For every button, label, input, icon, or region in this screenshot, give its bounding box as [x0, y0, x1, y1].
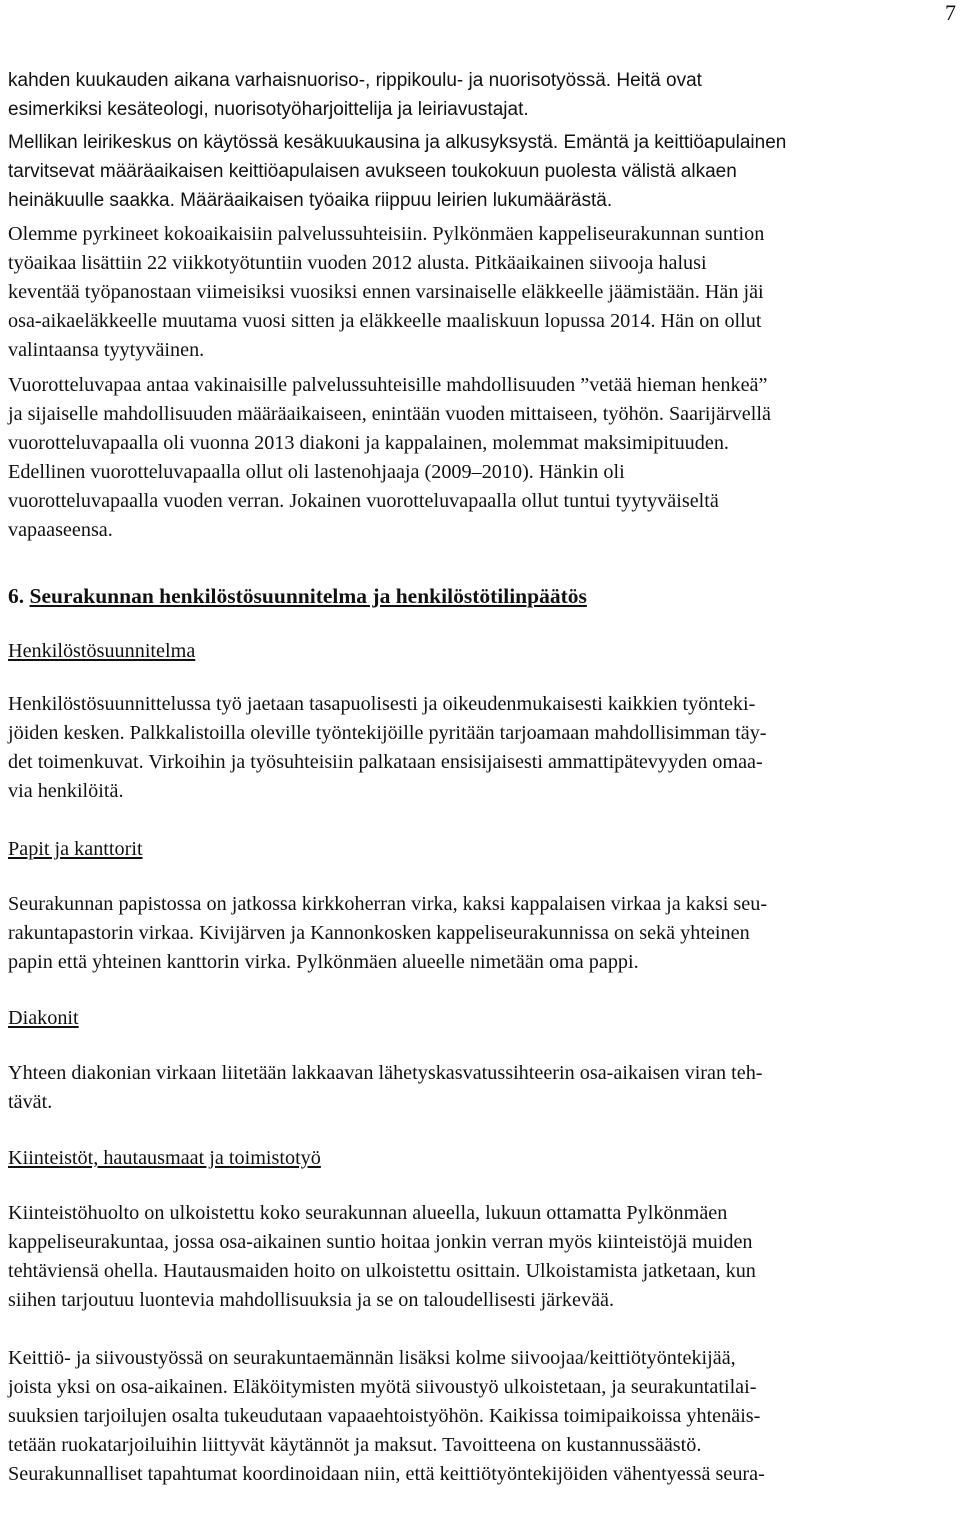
page-number: 7: [945, 0, 956, 25]
paragraph-papit-ja-kanttorit: Seurakunnan papistossa on jatkossa kirkkoherran virka, kaksi kappalaisen virkaa ja kaksi seu- rakuntapastorin virkaa. Kivijärven ja Kannonkosken kappeliseurakunnissa on sekä yhteinen papin että yhteinen kanttorin virka. Pylkönmäen alueelle nimetään oma pappi.: [8, 893, 768, 973]
subheading-diakonit: Diakonit: [8, 1007, 79, 1029]
section-title: Seurakunnan henkilöstösuunnitelma ja henkilöstötilinpäätös: [29, 584, 587, 608]
page-content: [8, 66, 954, 1489]
paragraph-diakonit: Yhteen diakonian virkaan liitetään lakkaavan lähetyskasvatussihteerin osa-aikaisen viran teh- tävät.: [8, 1062, 763, 1113]
paragraph-keittio-ja-siivous: Keittiö- ja siivoustyössä on seurakuntaemännän lisäksi kolme siivoojaa/keittiötyöntekijää, joista yksi on osa-aikainen. Eläköitymisten myötä siivoustyö ulkoistetaan, ja seurakuntatilai- suuksien tarjoilujen osalta tukeudutaan vapaaehtoistyöhön. Kaikissa toimipaikoissa yhtenäis- tetään ruokatarjoiluihin liittyvät käytännöt ja maksut. Tavoitteena on kustannussäästö. Seurakunnalliset tapahtumat koordinoidaan niin, että keittiötyöntekijöiden vähentyessä seura-: [8, 1347, 765, 1485]
paragraph-henkilostosuunnitelma: Henkilöstösuunnittelussa työ jaetaan tasapuolisesti ja oikeudenmukaisesti kaikkien työnteki- jöiden kesken. Palkkalistoilla oleville työntekijöille pyritään tarjoamaan mahdollisimman täy- det toimenkuvat. Virkoihin ja työsuhteisiin palkataan ensisijaisesti ammattipätevyyden omaa- via henkilöitä.: [8, 693, 767, 802]
paragraph-intro: kahden kuukauden aikana varhaisnuoriso-, rippikoulu- ja nuorisotyössä. Heitä ovat esimerkiksi kesäteologi, nuorisotyöharjoittelija ja leiriavustajat.: [8, 70, 702, 120]
subheading-papit-ja-kanttorit: Papit ja kanttorit: [8, 838, 143, 860]
subheading-henkilostosuunnitelma: Henkilöstösuunnitelma: [8, 640, 196, 662]
subheading-kiinteistot: Kiinteistöt, hautausmaat ja toimistotyö: [8, 1147, 321, 1169]
paragraph-vuorotteluvapaa: Vuorotteluvapaa antaa vakinaisille palvelussuhteisille mahdollisuuden ”vetää hieman henkeä” ja sijaiselle mahdollisuuden määräaikaiseen, enintään vuoden mittaiseen, työhön. Saarijärvellä vuorotteluvapaalla oli vuonna 2013 diakoni ja kappalainen, molemmat maksimipituuden. Edellinen vuorotteluvapaalla ollut oli lastenohjaaja (2009–2010). Hänkin oli vuorotteluvapaalla vuoden verran. Jokainen vuorotteluvapaalla ollut tuntui tyytyväiseltä vapaaseensa.: [8, 374, 771, 541]
paragraph-palvelussuhteet: Olemme pyrkineet kokoaikaisiin palvelussuhteisiin. Pylkönmäen kappeliseurakunnan suntion työaikaa lisättiin 22 viikkotyötuntiin vuoden 2012 alusta. Pitkäaikainen siivooja halusi keventää työpanostaan viimeisiksi vuosiksi ennen varsinaiselle eläkkeelle jäämistään. Hän jäi osa-aikaeläkkeelle muutama vuosi sitten ja eläkkeelle maaliskuun lopussa 2014. Hän on ollut valintaansa tyytyväinen.: [8, 223, 765, 361]
section-number: 6.: [8, 584, 25, 608]
paragraph-mellikka: Mellikan leirikeskus on käytössä kesäkuukausina ja alkusyksystä. Emäntä ja keittiöapulainen tarvitsevat määräaikaisen keittiöapulaisen avukseen toukokuun puolesta välistä alkaen heinäkuulle saakka. Määräaikaisen työaika riippuu leirien lukumäärästä.: [8, 132, 787, 211]
paragraph-kiinteistohuolto: Kiinteistöhuolto on ulkoistettu koko seurakunnan alueella, lukuun ottamatta Pylkönmäen kappeliseurakuntaa, jossa osa-aikainen suntio hoitaa jonkin verran myös kiinteistöjä muiden tehtäviensä ohella. Hautausmaiden hoito on ulkoistettu osittain. Ulkoistamista jatketaan, kun siihen tarjoutuu luontevia mahdollisuuksia ja se on taloudellisesti järkevää.: [8, 1202, 756, 1311]
section-heading: [8, 582, 954, 611]
